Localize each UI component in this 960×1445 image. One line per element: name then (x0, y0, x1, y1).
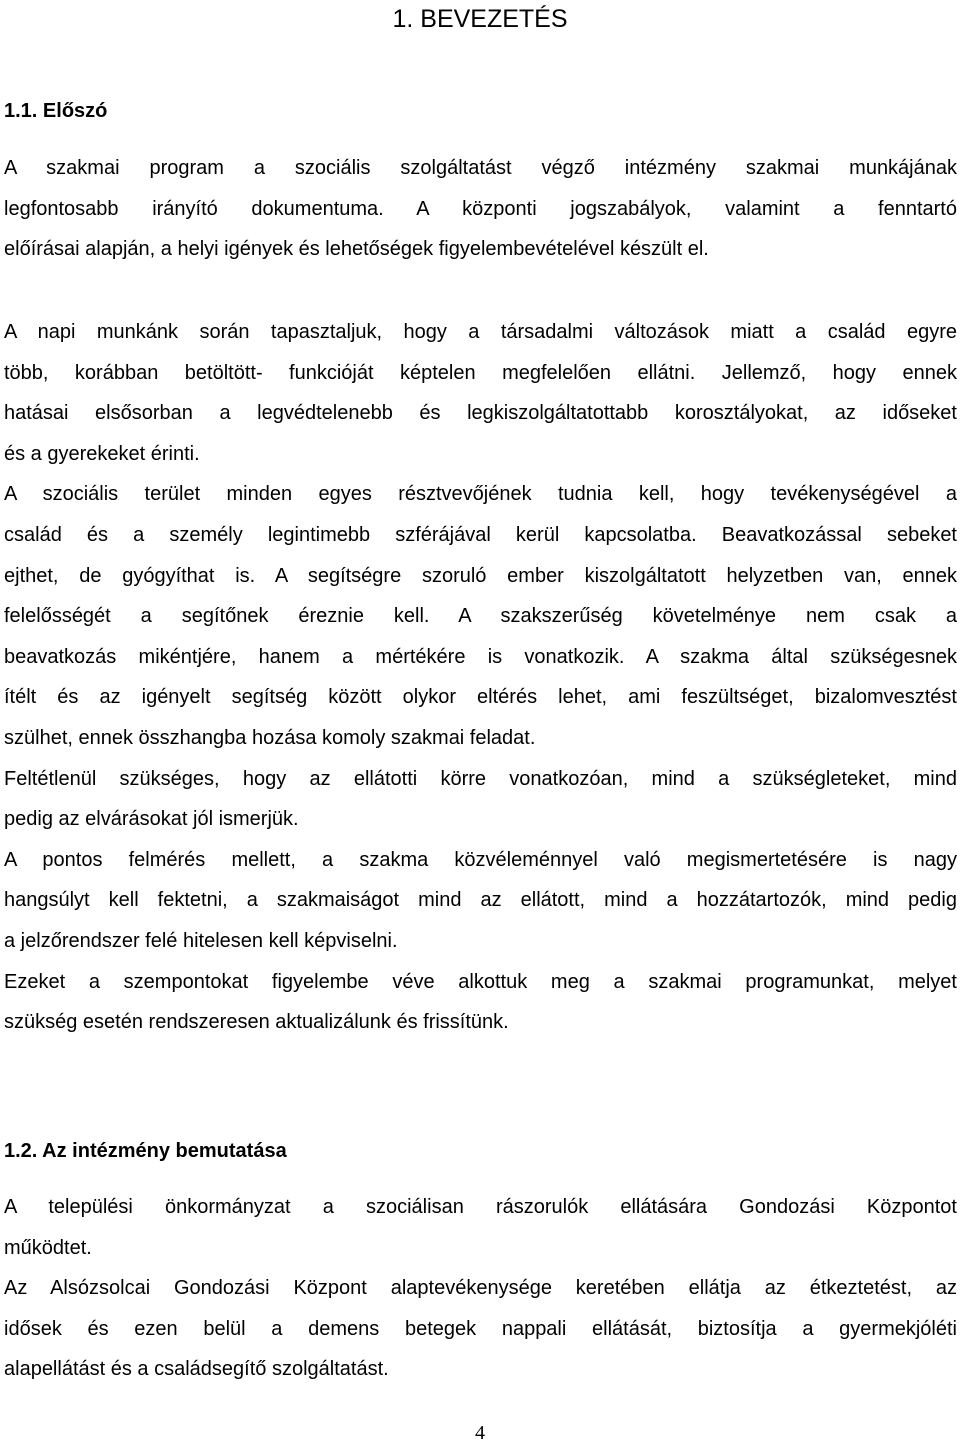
paragraph-line: idősek és ezen belül a demens betegek nappali ellátását, biztosítja a gyermekjóléti (4, 1317, 957, 1340)
paragraph-line: Ezeket a szempontokat figyelembe véve alkottuk meg a szakmai programunkat, melyet (4, 970, 957, 993)
paragraph-line: felelősségét a segítőnek éreznie kell. A szakszerűség követelménye nem csak a (4, 605, 957, 628)
paragraph-line: alapellátást és a családsegítő szolgáltatást. (4, 1358, 389, 1381)
paragraph-line: működtet. (4, 1236, 92, 1259)
paragraph-line: ejthet, de gyógyíthat is. A segítségre szoruló ember kiszolgáltatott helyzetben van, ennek (4, 564, 957, 587)
document-title: 1. BEVEZETÉS (392, 5, 568, 33)
paragraph-line: A szakmai program a szociális szolgáltatást végző intézmény szakmai munkájának (4, 157, 957, 179)
paragraph-line: szükség esetén rendszeresen aktualizálunk és frissítünk. (4, 1011, 509, 1034)
paragraph-line: legfontosabb irányító dokumentuma. A központi jogszabályok, valamint a fenntartó (4, 197, 957, 220)
paragraph-line: és a gyerekeket érinti. (4, 442, 200, 465)
page-number: 4 (475, 1422, 485, 1444)
paragraph-line: pedig az elvárásokat jól ismerjük. (4, 808, 299, 831)
paragraph-line: család és a személy legintimebb szférájával kerül kapcsolatba. Beavatkozással sebeket (4, 523, 957, 546)
paragraph-line: A napi munkánk során tapasztaljuk, hogy a társadalmi változások miatt a család egyre (4, 321, 957, 343)
paragraph-institution (4, 1187, 957, 1390)
paragraph-daily-work (4, 312, 957, 1043)
paragraph-line: hatásai elsősorban a legvédtelenebb és legkiszolgáltatottabb korosztályokat, az időseket (4, 402, 957, 425)
paragraph-line: A szociális terület minden egyes résztvevőjének tudnia kell, hogy tevékenységével a (4, 483, 957, 506)
paragraph-line: beavatkozás mikéntjére, hanem a mértékére is vonatkozik. A szakma által szükségesnek (4, 645, 957, 668)
section-heading-intezmeny: 1.2. Az intézmény bemutatása (4, 1140, 287, 1162)
paragraph-line: szülhet, ennek összhangba hozása komoly szakmai feladat. (4, 726, 536, 749)
paragraph-line: A pontos felmérés mellett, a szakma közvéleménnyel való megismertetésére is nagy (4, 848, 957, 871)
paragraph-line: A települési önkormányzat a szociálisan rászorulók ellátására Gondozási Központot (4, 1196, 957, 1218)
paragraph-line: hangsúlyt kell fektetni, a szakmaiságot mind az ellátott, mind a hozzátartozók, mind pedig (4, 889, 957, 912)
paragraph-line: Feltétlenül szükséges, hogy az ellátotti körre vonatkozóan, mind a szükségleteket, mind (4, 767, 957, 790)
paragraph-line: több, korábban betöltött- funkcióját képtelen megfelelően ellátni. Jellemző, hogy ennek (4, 361, 957, 384)
paragraph-line: a jelzőrendszer felé hitelesen kell képviselni. (4, 929, 398, 952)
paragraph-line: Az Alsózsolcai Gondozási Központ alaptevékenysége keretében ellátja az étkeztetést, az (4, 1277, 957, 1300)
paragraph-line: ítélt és az igényelt segítség között olykor eltérés lehet, ami feszültséget, bizalomvesztést (4, 686, 957, 709)
section-heading-eloszo: 1.1. Előszó (4, 100, 108, 122)
paragraph-intro (4, 148, 957, 270)
paragraph-line: előírásai alapján, a helyi igények és lehetőségek figyelembevételével készült el. (4, 238, 709, 261)
